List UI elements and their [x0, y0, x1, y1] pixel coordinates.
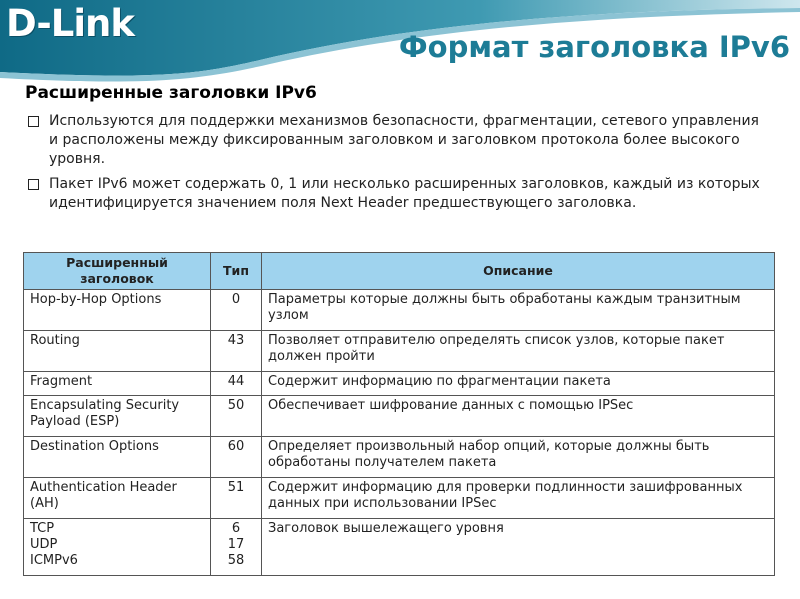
column-header-name: Расширенный заголовок — [24, 253, 211, 290]
cell-description: Позволяет отправителю определять список узлов, которые пакет должен пройти — [262, 331, 775, 372]
table-row — [24, 437, 775, 478]
cell-name — [24, 519, 211, 576]
cell-name: Encapsulating Security Payload (ESP) — [24, 396, 211, 437]
cell-type: 0 — [211, 290, 262, 331]
cell-type: 51 — [211, 478, 262, 519]
cell-name: Authentication Header (AH) — [24, 478, 211, 519]
protocol-name: TCP — [30, 521, 55, 536]
column-header-type: Тип — [211, 253, 262, 290]
table-row — [24, 396, 775, 437]
table-row — [24, 478, 775, 519]
protocol-type: 58 — [227, 553, 245, 568]
cell-type: 44 — [211, 372, 262, 396]
bullet-text: Пакет IPv6 может содержать 0, 1 или несколько расширенных заголовков, каждый из которых идентифицируется значением поля Next Header предшествующего заголовка. — [49, 176, 760, 211]
cell-name: Hop-by-Hop Options — [24, 290, 211, 331]
cell-description: Параметры которые должны быть обработаны каждым транзитным узлом — [262, 290, 775, 331]
table-row — [24, 331, 775, 372]
cell-name: Destination Options — [24, 437, 211, 478]
cell-type — [211, 519, 262, 576]
dlink-logo: D-Link — [6, 2, 134, 45]
cell-name: Routing — [24, 331, 211, 372]
cell-description: Обеспечивает шифрование данных с помощью IPSec — [262, 396, 775, 437]
square-bullet-icon — [28, 179, 39, 190]
protocol-name: ICMPv6 — [30, 553, 78, 568]
cell-description: Содержит информацию для проверки подлинности зашифрованных данных при использовании IPSec — [262, 478, 775, 519]
table-header-row — [24, 253, 775, 290]
cell-type: 50 — [211, 396, 262, 437]
cell-type: 43 — [211, 331, 262, 372]
protocol-type: 17 — [227, 537, 245, 552]
bullet-item — [28, 175, 768, 213]
bullet-list — [28, 112, 768, 219]
bullet-item — [28, 112, 768, 169]
cell-description: Определяет произвольный набор опций, которые должны быть обработаны получателем пакета — [262, 437, 775, 478]
header-banner — [0, 0, 800, 90]
cell-description: Содержит информацию по фрагментации пакета — [262, 372, 775, 396]
table-row — [24, 290, 775, 331]
page-title: Формат заголовка IPv6 — [398, 30, 790, 64]
table-row — [24, 372, 775, 396]
bullet-text: Используются для поддержки механизмов безопасности, фрагментации, сетевого управления и расположены между фиксированным заголовком и заголовком протокола более высокого уровня. — [49, 113, 759, 167]
protocol-type: 6 — [231, 521, 241, 536]
protocol-name: UDP — [30, 537, 58, 552]
table-row — [24, 519, 775, 576]
cell-name: Fragment — [24, 372, 211, 396]
cell-description: Заголовок вышележащего уровня — [262, 519, 775, 576]
square-bullet-icon — [28, 116, 39, 127]
column-header-description: Описание — [262, 253, 775, 290]
cell-type: 60 — [211, 437, 262, 478]
extension-headers-table — [23, 252, 775, 576]
section-heading: Расширенные заголовки IPv6 — [25, 83, 317, 103]
